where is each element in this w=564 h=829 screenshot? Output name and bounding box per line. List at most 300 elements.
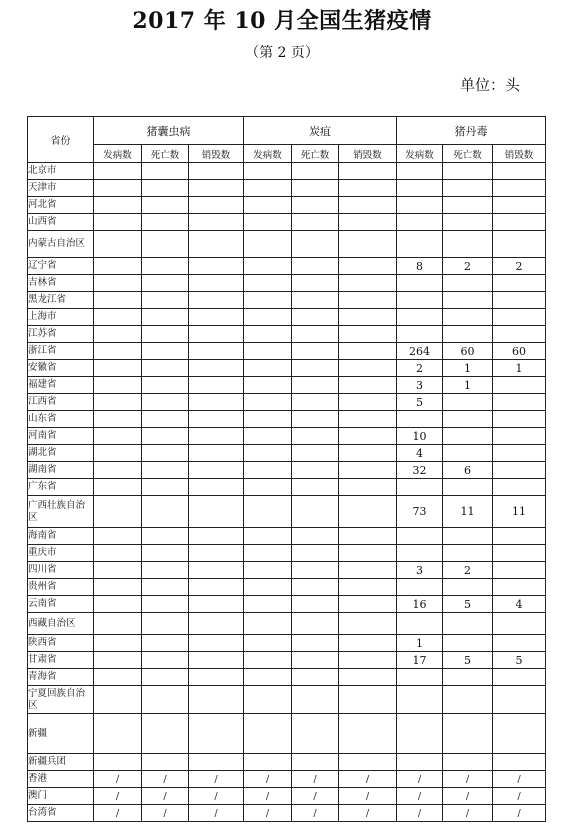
value-cell: / [244,771,292,788]
value-cell: / [94,771,142,788]
value-cell [142,545,189,562]
value-cell: 32 [397,462,443,479]
value-cell [493,411,546,428]
value-cell [339,275,397,292]
table-row [28,180,546,197]
value-cell [493,528,546,545]
value-cell: 60 [443,343,493,360]
group-header: 炭疽 [244,117,397,145]
value-cell [189,562,244,579]
value-cell: / [339,771,397,788]
value-cell [443,428,493,445]
value-cell [443,635,493,652]
value-cell [94,686,142,714]
province-name: 湖南省 [28,462,94,479]
value-cell [493,635,546,652]
province-name: 海南省 [28,528,94,545]
value-cell [244,326,292,343]
value-cell [443,579,493,596]
value-cell [142,596,189,613]
value-cell [397,214,443,231]
value-cell: / [292,805,339,822]
province-name: 北京市 [28,163,94,180]
table-row [28,377,546,394]
value-cell [397,326,443,343]
value-cell [189,462,244,479]
value-cell [189,163,244,180]
value-cell: / [142,805,189,822]
value-cell [339,545,397,562]
province-name: 新疆兵团 [28,754,94,771]
value-cell [189,411,244,428]
table-row [28,635,546,652]
value-cell [339,197,397,214]
province-name: 上海市 [28,309,94,326]
value-cell [244,462,292,479]
value-cell [244,231,292,258]
table-row [28,275,546,292]
value-cell [443,613,493,635]
subheader-cases: 发病数 [397,145,443,163]
value-cell: / [443,788,493,805]
value-cell [142,496,189,528]
table-row [28,669,546,686]
province-name: 宁夏回族自治区 [28,686,94,714]
value-cell: 60 [493,343,546,360]
value-cell [94,163,142,180]
value-cell [443,686,493,714]
value-cell [339,635,397,652]
value-cell: 2 [443,258,493,275]
value-cell: 1 [443,377,493,394]
province-name: 湖北省 [28,445,94,462]
value-cell: / [397,771,443,788]
province-header: 省份 [28,117,94,163]
value-cell [292,545,339,562]
province-name: 西藏自治区 [28,613,94,635]
value-cell [339,669,397,686]
value-cell [339,496,397,528]
province-name: 安徽省 [28,360,94,377]
value-cell [443,309,493,326]
value-cell [493,197,546,214]
value-cell [94,635,142,652]
value-cell [94,445,142,462]
value-cell [292,652,339,669]
value-cell [339,462,397,479]
value-cell: / [244,805,292,822]
value-cell [189,258,244,275]
value-cell [189,428,244,445]
value-cell: / [292,788,339,805]
subheader-deaths: 死亡数 [443,145,493,163]
value-cell: / [292,771,339,788]
value-cell [493,479,546,496]
table-row [28,496,546,528]
value-cell: 5 [397,394,443,411]
value-cell: / [397,805,443,822]
value-cell [142,445,189,462]
value-cell [189,652,244,669]
value-cell [94,652,142,669]
value-cell [142,275,189,292]
value-cell [142,163,189,180]
value-cell [189,326,244,343]
value-cell: 2 [493,258,546,275]
value-cell [292,714,339,754]
value-cell [292,528,339,545]
value-cell: 8 [397,258,443,275]
province-name: 广东省 [28,479,94,496]
value-cell [142,479,189,496]
table-row [28,579,546,596]
value-cell [443,326,493,343]
value-cell [292,562,339,579]
value-cell: / [142,771,189,788]
value-cell [397,163,443,180]
value-cell: / [397,788,443,805]
value-cell: 5 [493,652,546,669]
table-row [28,562,546,579]
province-name: 重庆市 [28,545,94,562]
province-name: 云南省 [28,596,94,613]
province-name: 山西省 [28,214,94,231]
value-cell [94,360,142,377]
value-cell [292,180,339,197]
value-cell [443,545,493,562]
value-cell [443,669,493,686]
value-cell [292,445,339,462]
value-cell [244,652,292,669]
value-cell [189,635,244,652]
table-row [28,214,546,231]
value-cell [493,579,546,596]
table-row [28,258,546,275]
table-row [28,754,546,771]
value-cell [142,214,189,231]
group-header: 猪丹毒 [397,117,546,145]
value-cell [142,652,189,669]
value-cell [142,754,189,771]
value-cell [443,180,493,197]
value-cell [244,343,292,360]
table-row [28,596,546,613]
value-cell [244,360,292,377]
value-cell [493,275,546,292]
value-cell [244,258,292,275]
value-cell [339,428,397,445]
province-name: 吉林省 [28,275,94,292]
value-cell [339,579,397,596]
value-cell [189,445,244,462]
table-row [28,714,546,754]
value-cell [189,545,244,562]
value-cell [292,343,339,360]
value-cell [189,714,244,754]
value-cell: 2 [443,562,493,579]
value-cell [443,528,493,545]
value-cell [339,326,397,343]
value-cell [493,445,546,462]
table-row [28,528,546,545]
value-cell [493,377,546,394]
table-row [28,360,546,377]
value-cell [339,163,397,180]
value-cell [244,714,292,754]
value-cell [142,669,189,686]
value-cell: / [339,805,397,822]
value-cell [94,197,142,214]
value-cell: / [189,771,244,788]
value-cell: 11 [443,496,493,528]
province-name: 四川省 [28,562,94,579]
value-cell [189,528,244,545]
value-cell [189,754,244,771]
value-cell [397,754,443,771]
province-name: 青海省 [28,669,94,686]
value-cell [142,428,189,445]
value-cell [292,754,339,771]
value-cell [292,462,339,479]
table-row [28,462,546,479]
value-cell [397,669,443,686]
province-name: 香港 [28,771,94,788]
value-cell: 5 [443,652,493,669]
value-cell [94,394,142,411]
value-cell: / [142,788,189,805]
value-cell: / [189,788,244,805]
subheader-deaths: 死亡数 [142,145,189,163]
value-cell [189,596,244,613]
province-name: 贵州省 [28,579,94,596]
value-cell [443,292,493,309]
value-cell [493,714,546,754]
value-cell: 3 [397,562,443,579]
value-cell [94,613,142,635]
value-cell [397,714,443,754]
value-cell [142,343,189,360]
subheader-destroyed: 销毁数 [339,145,397,163]
value-cell [94,377,142,394]
value-cell [339,479,397,496]
value-cell [244,596,292,613]
value-cell [292,613,339,635]
value-cell [339,686,397,714]
value-cell [443,214,493,231]
value-cell [397,545,443,562]
value-cell [94,428,142,445]
value-cell [443,275,493,292]
value-cell [189,579,244,596]
value-cell [142,714,189,754]
value-cell [292,292,339,309]
province-name: 澳门 [28,788,94,805]
value-cell [493,163,546,180]
value-cell [339,528,397,545]
value-cell [493,428,546,445]
value-cell [339,377,397,394]
value-cell [142,462,189,479]
value-cell [142,326,189,343]
table-row [28,788,546,805]
value-cell [339,231,397,258]
value-cell [292,197,339,214]
epidemic-table [27,116,546,822]
value-cell: 73 [397,496,443,528]
value-cell [339,596,397,613]
value-cell [493,613,546,635]
value-cell [189,180,244,197]
value-cell [189,686,244,714]
value-cell [244,197,292,214]
value-cell [142,180,189,197]
value-cell [493,394,546,411]
value-cell [493,686,546,714]
value-cell [339,309,397,326]
value-cell: 4 [493,596,546,613]
value-cell [244,445,292,462]
value-cell [94,309,142,326]
value-cell [189,343,244,360]
value-cell [142,686,189,714]
value-cell: 3 [397,377,443,394]
value-cell [493,562,546,579]
value-cell [292,411,339,428]
value-cell: 1 [443,360,493,377]
value-cell [397,275,443,292]
value-cell [244,754,292,771]
value-cell [244,377,292,394]
value-cell [189,309,244,326]
value-cell [292,596,339,613]
value-cell [142,613,189,635]
value-cell [493,754,546,771]
value-cell [292,479,339,496]
value-cell: 17 [397,652,443,669]
value-cell [94,669,142,686]
value-cell: / [339,788,397,805]
value-cell [189,479,244,496]
province-name: 河北省 [28,197,94,214]
value-cell [292,428,339,445]
table-row [28,326,546,343]
value-cell [94,462,142,479]
value-cell: / [94,788,142,805]
value-cell: 11 [493,496,546,528]
subheader-destroyed: 销毁数 [493,145,546,163]
value-cell [443,163,493,180]
unit-label: 单位：头 [460,76,521,94]
value-cell [142,292,189,309]
value-cell [189,197,244,214]
value-cell: 4 [397,445,443,462]
value-cell [142,197,189,214]
province-name: 辽宁省 [28,258,94,275]
value-cell [339,445,397,462]
value-cell [292,309,339,326]
value-cell [244,686,292,714]
table-row [28,163,546,180]
value-cell: / [493,805,546,822]
value-cell [339,754,397,771]
value-cell [94,292,142,309]
value-cell [339,214,397,231]
value-cell [493,180,546,197]
value-cell [244,579,292,596]
province-name: 台湾省 [28,805,94,822]
subheader-cases: 发病数 [244,145,292,163]
value-cell [443,197,493,214]
value-cell [244,528,292,545]
province-name: 甘肃省 [28,652,94,669]
value-cell [94,562,142,579]
value-cell [292,669,339,686]
value-cell [493,231,546,258]
value-cell [292,326,339,343]
value-cell [397,292,443,309]
value-cell: 10 [397,428,443,445]
value-cell [244,180,292,197]
table-body [28,163,546,822]
value-cell [94,528,142,545]
value-cell [94,496,142,528]
value-cell [493,545,546,562]
value-cell [292,635,339,652]
table-row [28,545,546,562]
value-cell [189,214,244,231]
value-cell [189,669,244,686]
value-cell: 6 [443,462,493,479]
value-cell [189,496,244,528]
table-row [28,292,546,309]
table-row [28,411,546,428]
value-cell [397,411,443,428]
province-name: 江西省 [28,394,94,411]
value-cell [94,596,142,613]
value-cell [94,231,142,258]
value-cell [189,275,244,292]
value-cell [397,180,443,197]
value-cell [94,714,142,754]
value-cell [292,231,339,258]
value-cell [292,258,339,275]
value-cell [189,231,244,258]
value-cell [244,635,292,652]
province-name: 河南省 [28,428,94,445]
value-cell [94,258,142,275]
value-cell [189,377,244,394]
subheader-deaths: 死亡数 [292,145,339,163]
value-cell [443,231,493,258]
value-cell [443,394,493,411]
value-cell [244,275,292,292]
value-cell [189,394,244,411]
value-cell [142,258,189,275]
value-cell [397,686,443,714]
value-cell [142,579,189,596]
value-cell [292,579,339,596]
value-cell [142,360,189,377]
table-row [28,394,546,411]
value-cell [493,214,546,231]
table-row [28,231,546,258]
value-cell [244,292,292,309]
value-cell [397,528,443,545]
province-name: 陕西省 [28,635,94,652]
value-cell [443,754,493,771]
province-name: 山东省 [28,411,94,428]
value-cell [142,528,189,545]
